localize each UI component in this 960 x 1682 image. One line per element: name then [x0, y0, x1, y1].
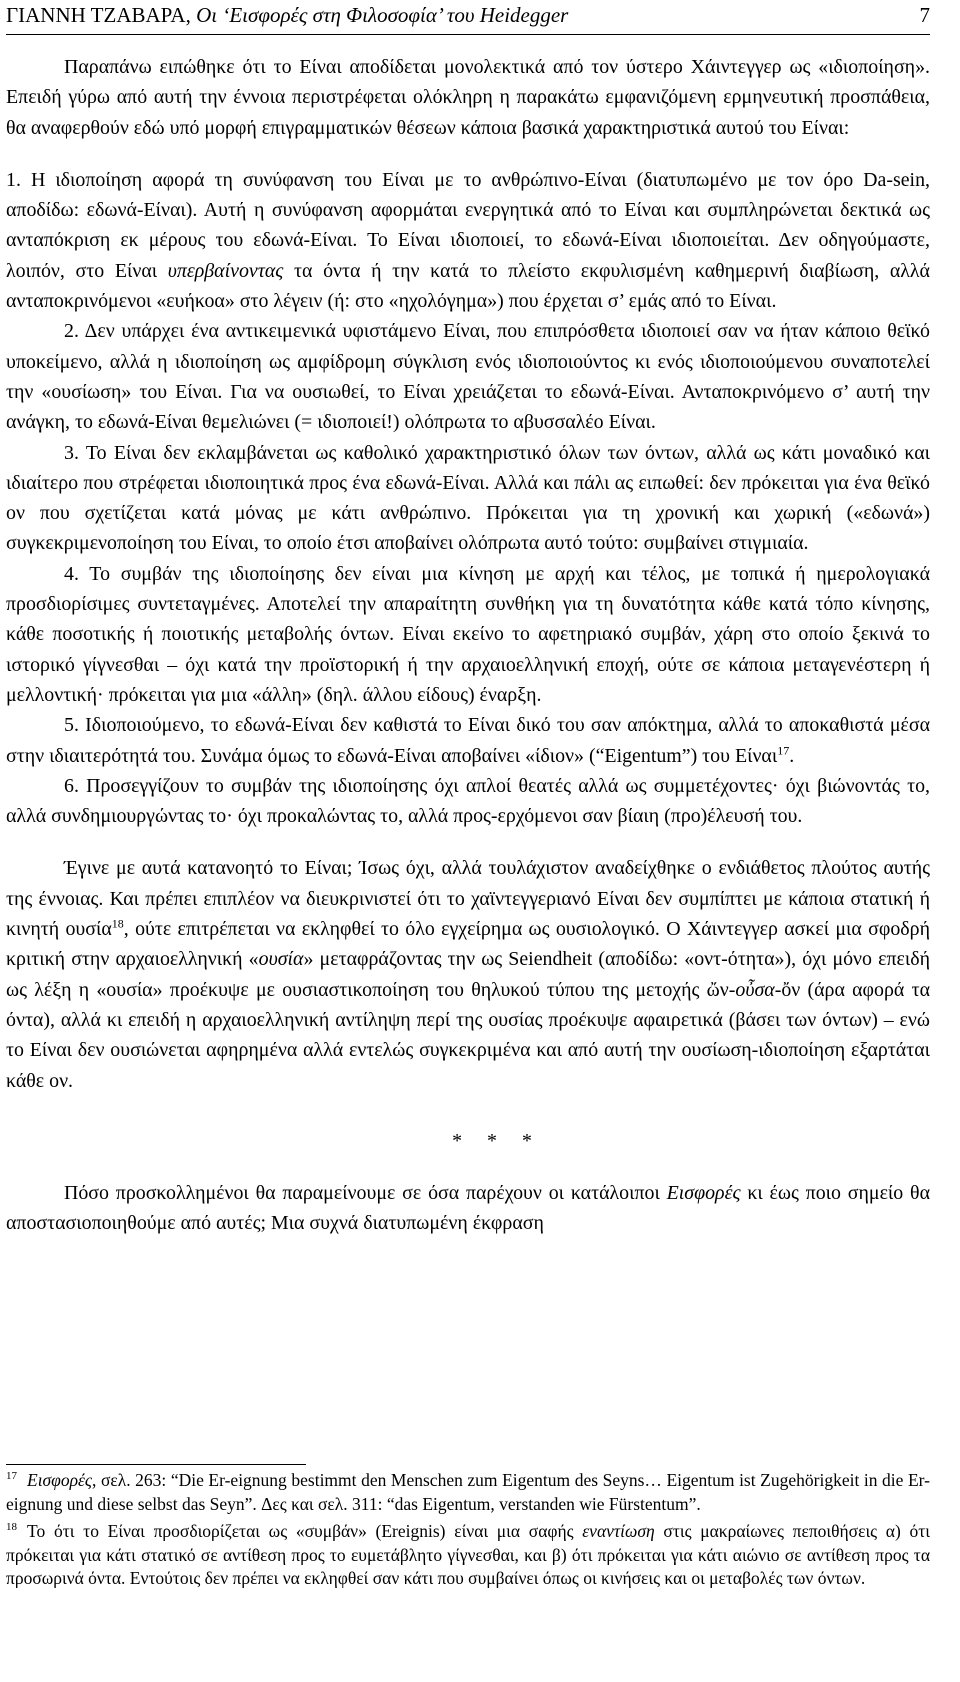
footnote-17-italic: Εισφορές	[27, 1470, 93, 1490]
p2-part3: » μεταφράζοντας την ως Seiendheit (αποδίδω: «οντ-ότητα»), όχι μόνο επειδή ως λέξη η «ουσία» προέκυψε με ουσιαστικοποίηση του θηλυκού τύπου της μετοχής ὤν-	[6, 948, 930, 1001]
p3-part2: κι έως ποιο σημείο θα αποστασιοποιηθούμε από αυτές; Μια συχνά διατυπωμένη έκφραση	[6, 1182, 930, 1235]
point-5-end: .	[789, 744, 795, 767]
p3-italic: Εισφορές	[666, 1182, 741, 1205]
footnote-17-text: , σελ. 263: “Die Er-eignung bestimmt den Menschen zum Eigentum des Seyns… Eigentum ist Zugehörigkeit in die Er-eignung und diese selbst das Seyn”. Δες και σελ. 311: “das Eigentum, verstanden wie Fürstentum”.	[6, 1470, 930, 1514]
spacer	[6, 1156, 930, 1178]
header-title	[6, 0, 568, 30]
point-5-text: 5. Ιδιοποιούμενο, το εδωνά-Είναι δεν καθιστά το Είναι δικό του σαν απόκτημα, αλλά το αποκαθιστά μέσα στην ιδιαιτερότητά του. Συνάμα όμως το εδωνά-Είναι αποβαίνει «ίδιον» (“Eigentum”) του Είναι	[6, 714, 930, 767]
section-separator: * * *	[452, 1129, 542, 1152]
point-4: 4. Το συμβάν της ιδιοποίησης δεν είναι μια κίνηση με αρχή και τέλος, με τοπικά ή ημερολογιακά προσδιορίσιμες συντεταγμένες. Αποτελεί την απαραίτητη συνθήκη για τη δυνατότητα κάθε κατά τόπο κίνησης, κάθε ποσοτικής ή ποιοτικής μεταβολής όντων. Είναι εκείνο το αφετηριακό συμβάν, χάρη στο οποίο ξεκινά το ιστορικό γίγνεσθαι – όχι κατά την προϊστορική ή την αρχαιοελληνική εποχή, ούτε σε κάποια μεταγενέστερη ή μελλοντική· πρόκειται για μια «άλλη» (δηλ. άλλου είδους) έναρξη.	[6, 562, 930, 706]
footnotes	[6, 1469, 930, 1595]
point-3: 3. Το Είναι δεν εκλαμβάνεται ως καθολικό χαρακτηριστικό όλων των όντων, αλλά ως κάτι μοναδικό και ιδιαίτερο που στρέφεται ιδιοποιητικά προς ένα εδωνά-Είναι. Αλλά και πάλι ας ειπωθεί: δεν πρόκειται για ένα θεϊκό ον που σχετίζεται κατά μόνας με κάτι ανθρώπινο. Πρόκειται για τη χρονική και χωρική («εδωνά») συγκεκριμενοποίηση του Είναι, το οποίο έτσι αποβαίνει ολόπρωτα αυτό τούτο: συμβαίνει στιγμιαία.	[6, 441, 930, 555]
p2-part4: -ὄν (άρα αφορά τα όντα), αλλά κι επειδή η αρχαιοελληνική αντίληψη περί της ουσίας προέκυψε αφαιρετικά (βάσει των όντων) – ενώ το Είναι δεν ουσιώνεται αφηρημένα αλλά εντελώς συγκεκριμένα και από αυτή την ουσίωση-ιδιοποίηση εξαρτάται κάθε ον.	[6, 978, 930, 1092]
header-author: ΓΙΑΝΝΗ ΤΖΑΒΑΡΑ,	[6, 3, 191, 27]
page-number: 7	[919, 3, 930, 27]
body-text	[6, 52, 930, 1239]
p3-part1: Πόσο προσκολλημένοι θα παραμείνουμε σε όσα παρέχουν οι κατάλοιποι	[64, 1182, 660, 1205]
footnote-18-text: Το ότι το Είναι προσδιορίζεται ως «συμβάν» (Ereignis) είναι μια σαφής	[27, 1521, 574, 1542]
spacer	[6, 1096, 930, 1126]
spacer	[6, 143, 930, 165]
point-6: 6. Προσεγγίζουν το συμβάν της ιδιοποίησης όχι απλοί θεατές αλλά ως συμμετέχοντες· όχι βιώνοντάς το, αλλά συνδημιουργώντας το· όχι προκαλώντας το, αλλά προς-ερχόμενοι σαν βίαιη (προ)έλευσή του.	[6, 774, 930, 828]
header-book-title: Οι ‘Εισφορές στη Φιλοσοφία’ του Heidegger	[196, 3, 569, 27]
spacer	[6, 831, 930, 853]
intro-paragraph: Παραπάνω ειπώθηκε ότι το Είναι αποδίδεται μονολεκτικά από τον ύστερο Χάιντεγγερ ως «ιδιοποίηση». Επειδή γύρω από αυτή την έννοια περιστρέφεται ολόκληρη η παρακάτω εμφανιζόμενη ερμηνευτική προσπάθεια, θα αναφερθούν εδώ υπό μορφή επιγραμματικών θέσεων κάποια βασικά χαρακτηριστικά αυτού του Είναι:	[6, 56, 930, 139]
footnote-18-italic: εναντίωση	[582, 1521, 655, 1542]
footnote-18-text-end: στις μακραίωνες πεποιθήσεις α) ότι πρόκειται για κάτι στατικό σε αντίθεση προς το ευμετάβλητο γίγνεσθαι, και β) ότι πρόκειται για κάτι αιώνιο σε αντίθεση προς τα προσωρινά όντα. Εντούτοις δεν πρέπει να εκληφθεί σαν κάτι που συμβαίνει όπως οι κινήσεις και οι μεταβολές των όντων.	[6, 1521, 931, 1589]
point-5	[6, 710, 930, 771]
paragraph-2	[6, 853, 930, 1095]
footnote-number: 18	[6, 1521, 17, 1534]
footnote-17	[6, 1469, 930, 1516]
footnote-ref-17[interactable]: 17	[777, 742, 790, 757]
p2-part1: Έγινε με αυτά κατανοητό το Είναι; Ίσως όχι, αλλά τουλάχιστον αναδείχθηκε ο ενδιάθετος πλούτος αυτής της έννοιας. Και πρέπει επιπλέον να διευκρινιστεί ότι το χαϊντεγγεριανό Είναι δεν συμπίπτει με κάποια στατική ή κινητή ουσία	[6, 857, 930, 941]
point-2: 2. Δεν υπάρχει ένα αντικειμενικά υφιστάμενο Είναι, που επιπρόσθετα ιδιοποιεί σαν να ήταν κάποιο θεϊκό υποκείμενο, αλλά η ιδιοποίηση ως αμφίδρομη σύγκλιση ενός ιδιοποιούντος κι ενός ιδιοποιούμενου συναποτελεί την «ουσίωση» του Είναι. Για να ουσιωθεί, το Είναι χρειάζεται το εδωνά-Είναι. Ανταποκρινόμενο σ’ αυτή την ανάγκη, το εδωνά-Είναι θεμελιώνει (= ιδιοποιεί!) ολόπρωτα το αβυσσαλέο Είναι.	[6, 320, 930, 434]
p2-part2: , ούτε επιτρέπεται να εκληφθεί το όλο εγχείρημα ως ουσιολογικό. Ο Χάιντεγγερ ασκεί μια σφοδρή κριτική στην αρχαιοελληνική «	[6, 918, 930, 971]
footnote-18	[6, 1520, 930, 1591]
point-1-emphasis: υπερβαίνοντας	[167, 259, 284, 282]
footnote-ref-18[interactable]: 18	[111, 916, 124, 931]
paragraph-3	[6, 1178, 930, 1239]
p2-italic-ousia: ουσία	[258, 948, 304, 971]
p2-italic-ousa: οὖσα	[735, 978, 775, 1001]
point-1-text: 1. Η ιδιοποίηση αφορά τη συνύφανση του Είναι με το ανθρώπινο-Είναι (διατυπωμένο με τον όρο Da-sein, αποδίδω: εδωνά-Είναι). Αυτή η συνύφανση αφορμάται ενεργητικά από το Είναι και συμπληρώνεται δεκτικά ως ανταπόκριση εκ μέρους του εδωνά-Είναι. Το Είναι ιδιοποιεί, το εδωνά-Είναι ιδιοποιείται. Δεν οδηγούμαστε, λοιπόν, στο Είναι	[6, 168, 930, 282]
header-divider	[6, 34, 930, 35]
point-1	[6, 165, 930, 316]
footnote-divider	[6, 1464, 306, 1465]
point-1-text-end: τα όντα ή την κατά το πλείστο εκφυλισμένη καθημερινή διαβίωση, αλλά ανταποκρινόμενοι «ευήκοα» στο λέγειν (ή: στο «ηχολόγημα») που έρχεται σ’ εμάς από το Είναι.	[6, 259, 930, 313]
footnote-number: 17	[6, 1470, 17, 1483]
running-header	[6, 0, 930, 34]
